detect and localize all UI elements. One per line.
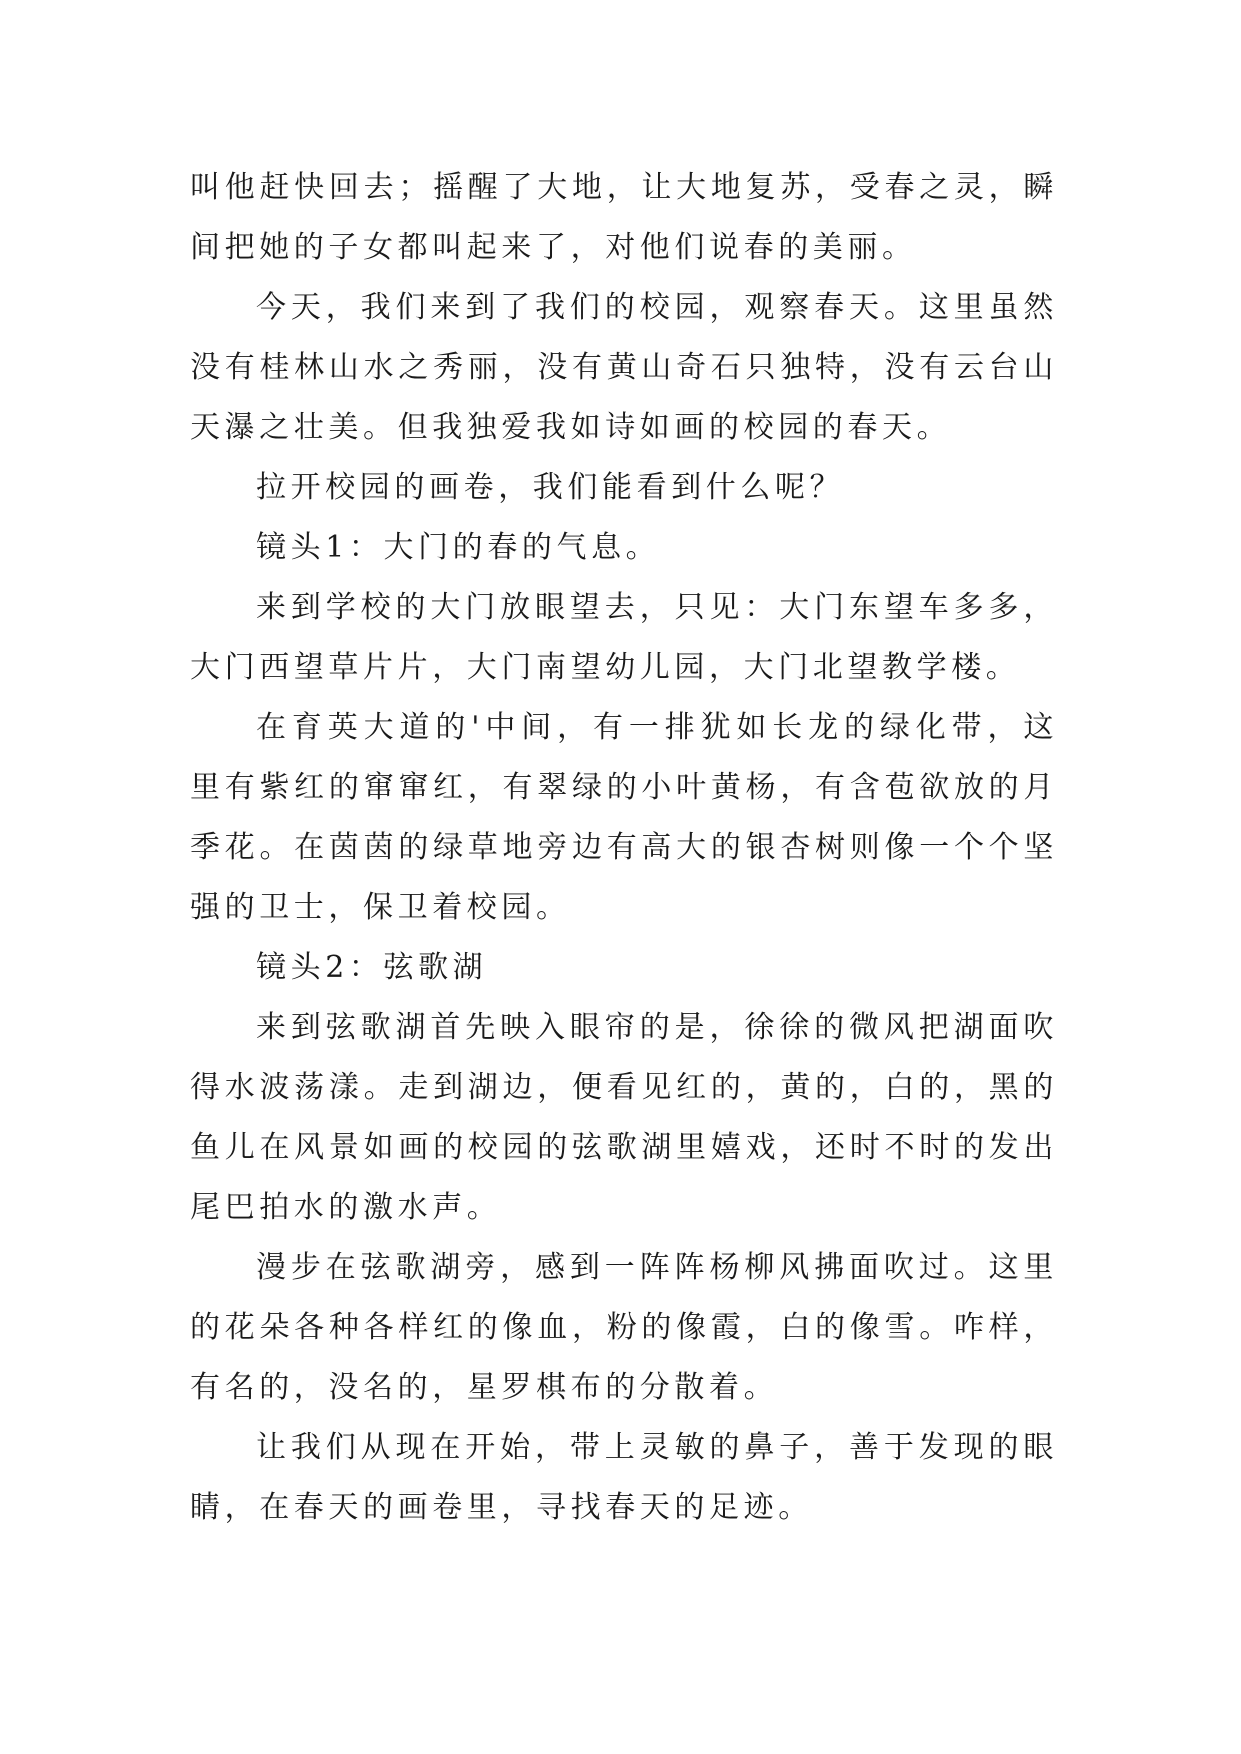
paragraph-1: 叫他赶快回去；摇醒了大地，让大地复苏，受春之灵，瞬间把她的子女都叫起来了，对他们说春的美丽。 xyxy=(190,170,1058,265)
paragraph-8: 来到弦歌湖首先映入眼帘的是，徐徐的微风把湖面吹得水波荡漾。走到湖边，便看见红的，黄的，白的，黑的鱼儿在风景如画的校园的弦歌湖里嬉戏，还时不时的发出尾巴拍水的激水声。 xyxy=(190,1010,1058,1225)
paragraph-6: 在育英大道的'中间，有一排犹如长龙的绿化带，这里有紫红的窜窜红，有翠绿的小叶黄杨，有含苞欲放的月季花。在茵茵的绿草地旁边有高大的银杏树则像一个个坚强的卫士，保卫着校园。 xyxy=(190,710,1058,925)
paragraph-4-heading: 镜头1：大门的春的气息。 xyxy=(256,530,661,565)
paragraph-5: 来到学校的大门放眼望去，只见：大门东望车多多，大门西望草片片，大门南望幼儿园，大门北望教学楼。 xyxy=(190,590,1058,685)
paragraph-3: 拉开校园的画卷，我们能看到什么呢？ xyxy=(256,470,845,505)
paragraph-2: 今天，我们来到了我们的校园，观察春天。这里虽然没有桂林山水之秀丽，没有黄山奇石只独特，没有云台山天瀑之壮美。但我独爱我如诗如画的校园的春天。 xyxy=(190,290,1058,445)
paragraph-9: 漫步在弦歌湖旁，感到一阵阵杨柳风拂面吹过。这里的花朵各种各样红的像血，粉的像霞，白的像雪。咋样，有名的，没名的，星罗棋布的分散着。 xyxy=(190,1250,1058,1405)
document-body xyxy=(190,158,1058,1538)
paragraph-7-heading: 镜头2：弦歌湖 xyxy=(256,950,488,985)
paragraph-10: 让我们从现在开始，带上灵敏的鼻子，善于发现的眼睛，在春天的画卷里，寻找春天的足迹。 xyxy=(190,1430,1058,1525)
